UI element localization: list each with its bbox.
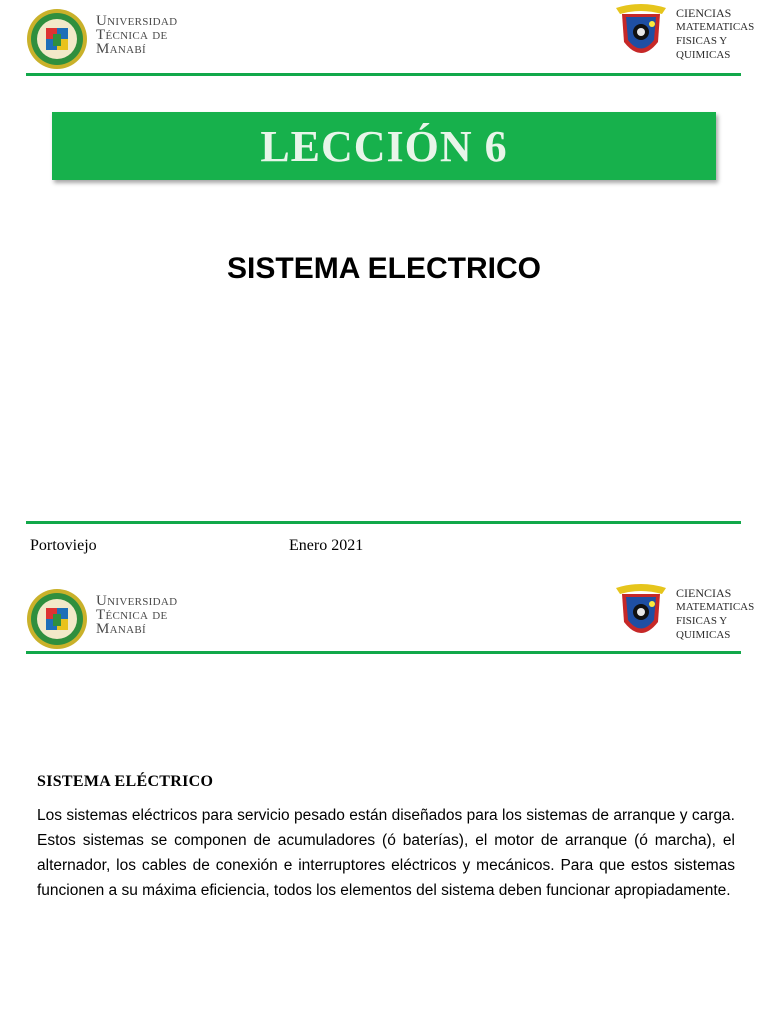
footer-divider	[26, 521, 741, 524]
lesson-banner	[52, 112, 716, 180]
university-seal-icon	[26, 8, 88, 70]
page-subtitle: SISTEMA ELECTRICO	[227, 252, 541, 285]
university-seal-icon	[26, 588, 88, 650]
university-name: Universidad Técnica de Manabí	[96, 593, 178, 637]
page-header-2	[0, 580, 768, 656]
section-paragraph: Los sistemas eléctricos para servicio pesado están diseñados para los sistemas de arranque y carga. Estos sistemas se componen de acumuladores (ó baterías), el motor de arranque (ó marcha), el alternador, los cables de conexión e interruptores eléctricos y mecánicos. Para que estos sistemas funcionen a su máxima eficiencia, todos los elementos del sistema deben funcionar apropiadamente.	[37, 807, 735, 899]
page-header-1	[0, 0, 768, 76]
header-divider-2	[26, 651, 741, 654]
city-label: Portoviejo	[30, 537, 97, 554]
faculty-crest-icon	[612, 2, 670, 66]
date-label: Enero 2021	[289, 537, 364, 554]
faculty-name: CIENCIAS MATEMATICAS FISICAS Y QUIMICAS	[676, 586, 755, 641]
lesson-title: LECCIÓN 6	[260, 121, 508, 171]
faculty-name: CIENCIAS MATEMATICAS FISICAS Y QUIMICAS	[676, 6, 755, 61]
header-divider-1	[26, 73, 741, 76]
section-heading: SISTEMA ELÉCTRICO	[37, 773, 214, 790]
faculty-crest-icon	[612, 582, 670, 646]
university-name: Universidad Técnica de Manabí	[96, 13, 178, 57]
